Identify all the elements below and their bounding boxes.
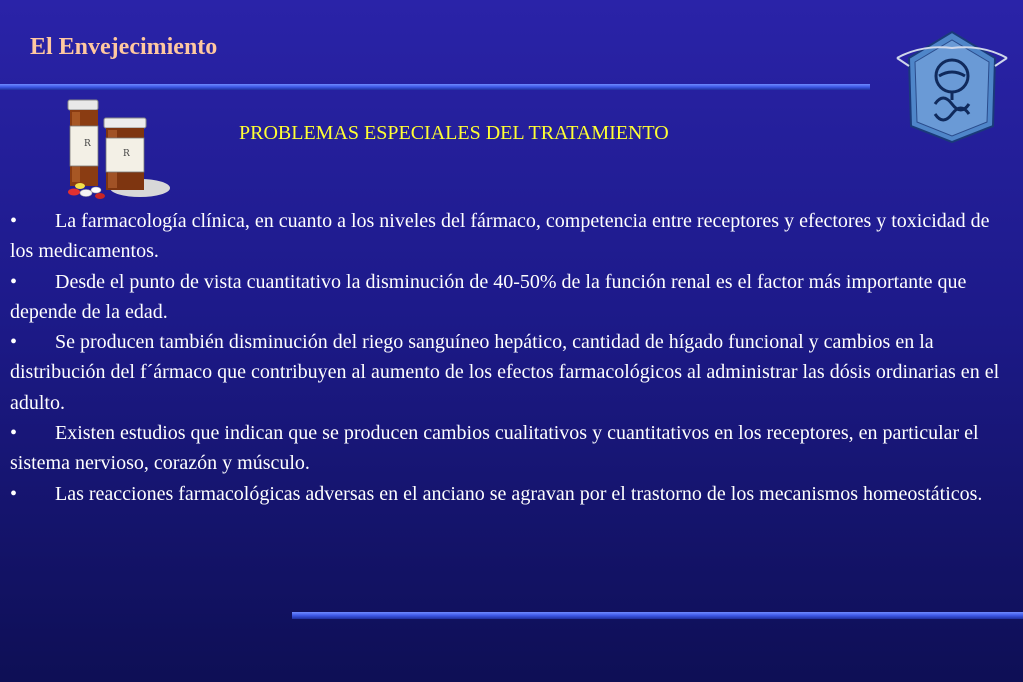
bullet-item: [10, 327, 1005, 418]
bullet-marker: •: [10, 270, 18, 293]
bullet-marker: •: [10, 482, 18, 505]
bullet-list: [10, 206, 1005, 509]
bullet-item: [10, 479, 1005, 509]
svg-text:R: R: [84, 139, 91, 149]
bottom-divider: [292, 612, 1023, 619]
bullet-text: Existen estudios que indican que se producen cambios cualitativos y cuantitativos en los receptores, en particular el sistema nervioso, corazón y músculo.: [10, 422, 979, 475]
bullet-item: [10, 418, 1005, 479]
crest-logo-icon: [895, 18, 1010, 148]
bullet-text: Las reacciones farmacológicas adversas en el anciano se agravan por el trastorno de los mecanismos homeostáticos.: [55, 482, 983, 505]
section-subtitle: PROBLEMAS ESPECIALES DEL TRATAMIENTO: [239, 122, 669, 144]
bullet-marker: •: [10, 331, 18, 354]
bullet-item: [10, 206, 1005, 267]
bullet-text: Desde el punto de vista cuantitativo la disminución de 40-50% de la función renal es el factor más importante que depende de la edad.: [10, 270, 967, 323]
bullet-marker: •: [10, 210, 18, 232]
bullet-item: [10, 267, 1005, 328]
svg-text:R: R: [123, 149, 130, 159]
top-divider: [0, 84, 870, 90]
bullet-marker: •: [10, 422, 18, 445]
slide-title: El Envejecimiento: [30, 34, 218, 60]
pill-bottles-icon: [60, 96, 175, 204]
bullet-text: Se producen también disminución del riego sanguíneo hepático, cantidad de hígado funcional y cambios en la distribución del f´ármaco que contribuyen al aumento de los efectos farmacológicos al administrar las dósis ordinarias en el adulto.: [10, 331, 1000, 414]
bullet-text: La farmacología clínica, en cuanto a los niveles del fármaco, competencia entre receptores y efectores y toxicidad de los medicamentos.: [10, 210, 990, 263]
